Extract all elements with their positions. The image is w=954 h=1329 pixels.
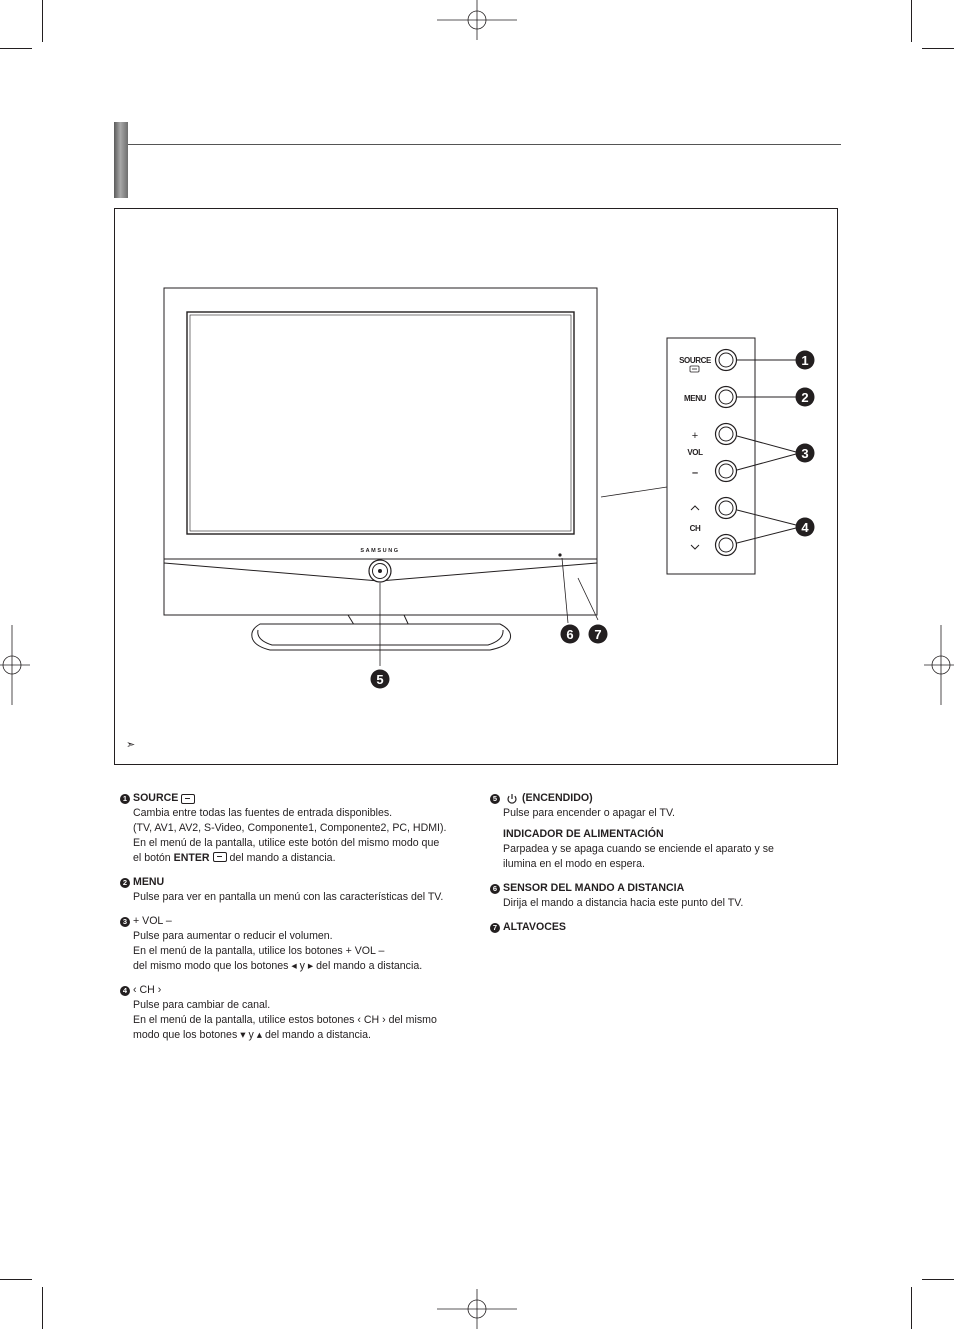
callout-4 xyxy=(796,518,815,537)
item-number: 6 xyxy=(490,884,500,894)
callout-5 xyxy=(371,670,390,689)
callout-7 xyxy=(589,625,608,644)
panel-menu-label: MENU xyxy=(684,394,706,403)
item-source xyxy=(120,791,480,866)
item-line: del mismo modo que los botones ◂ y ▸ del mando a distancia. xyxy=(133,960,423,972)
callout-3 xyxy=(796,444,815,463)
remote-sensor xyxy=(558,553,561,556)
item-line: Pulse para encender o apagar el TV. xyxy=(503,807,675,819)
item-title: (ENCENDIDO) xyxy=(522,792,593,804)
callout-2 xyxy=(796,388,815,407)
item-number: 3 xyxy=(120,917,130,927)
power-icon xyxy=(505,793,519,805)
item-line: Pulse para cambiar de canal. xyxy=(133,999,271,1011)
panel-vol-label: VOL xyxy=(687,448,703,457)
panel-minus-label: – xyxy=(691,467,699,479)
item-title: SOURCE xyxy=(133,792,179,804)
item-line: Dirija el mando a distancia hacia este punto del TV. xyxy=(503,897,744,909)
ch-down-button[interactable] xyxy=(716,535,737,556)
svg-text:7: 7 xyxy=(594,627,602,642)
item-title: ALTAVOCES xyxy=(503,921,566,933)
item-title: MENU xyxy=(133,876,165,888)
item-vol xyxy=(120,914,480,974)
item-line: Pulse para aumentar o reducir el volumen. xyxy=(133,930,333,942)
item-line: Pulse para ver en pantalla un menú con las características del TV. xyxy=(133,891,444,903)
item-menu xyxy=(120,875,480,905)
svg-text:3: 3 xyxy=(801,446,809,461)
item-title: ‹ CH › xyxy=(133,984,162,996)
input-icon xyxy=(181,794,195,804)
input-icon xyxy=(213,852,227,862)
menu-button[interactable] xyxy=(716,387,737,408)
item-line: En el menú de la pantalla, utilice estos botones ‹ CH › del mismo xyxy=(133,1014,437,1026)
svg-text:6: 6 xyxy=(566,627,574,642)
item-number: 4 xyxy=(120,986,130,996)
brand-logo: SAMSUNG xyxy=(360,548,400,554)
note-symbol: ➣ xyxy=(126,739,136,751)
item-number: 7 xyxy=(490,923,500,933)
item-line: En el menú de la pantalla, utilice este botón del mismo modo que xyxy=(133,837,440,849)
item-line: En el menú de la pantalla, utilice los botones + VOL – xyxy=(133,945,385,957)
callout-6 xyxy=(561,625,580,644)
item-number: 5 xyxy=(490,794,500,804)
item-title: SENSOR DEL MANDO A DISTANCIA xyxy=(503,882,685,894)
callout-1 xyxy=(796,351,815,370)
side-control-panel xyxy=(667,338,755,574)
item-subtitle: INDICADOR DE ALIMENTACIÓN xyxy=(503,828,664,840)
ch-up-button[interactable] xyxy=(716,498,737,519)
item-line: Cambia entre todas las fuentes de entrada disponibles. xyxy=(133,807,393,819)
left-column xyxy=(120,791,480,1052)
tv-stand xyxy=(252,615,511,650)
item-speakers xyxy=(490,920,830,935)
item-sensor xyxy=(490,881,830,911)
item-number: 2 xyxy=(120,878,130,888)
panel-ch-label: CH xyxy=(689,524,701,533)
item-line: ilumina en el modo en espera. xyxy=(503,858,645,870)
svg-text:2: 2 xyxy=(801,390,809,405)
panel-plus-label: + xyxy=(691,430,699,442)
vol-up-button[interactable] xyxy=(716,424,737,445)
svg-text:4: 4 xyxy=(801,520,809,535)
power-button[interactable] xyxy=(369,560,391,582)
item-line: modo que los botones ▾ y ▴ del mando a distancia. xyxy=(133,1029,371,1041)
right-column xyxy=(490,791,830,944)
vol-down-button[interactable] xyxy=(716,461,737,482)
svg-text:5: 5 xyxy=(376,672,384,687)
item-number: 1 xyxy=(120,794,130,804)
item-line: (TV, AV1, AV2, S-Video, Componente1, Componente2, PC, HDMI). xyxy=(133,822,447,834)
item-ch xyxy=(120,983,480,1043)
item-line: el botón ENTER del mando a distancia. xyxy=(133,852,336,864)
panel-source-label: SOURCE xyxy=(679,356,711,365)
item-power xyxy=(490,791,830,872)
svg-text:1: 1 xyxy=(801,353,809,368)
source-button[interactable] xyxy=(716,350,737,371)
item-title: + VOL – xyxy=(133,915,172,927)
item-line: Parpadea y se apaga cuando se enciende el aparato y se xyxy=(503,843,774,855)
